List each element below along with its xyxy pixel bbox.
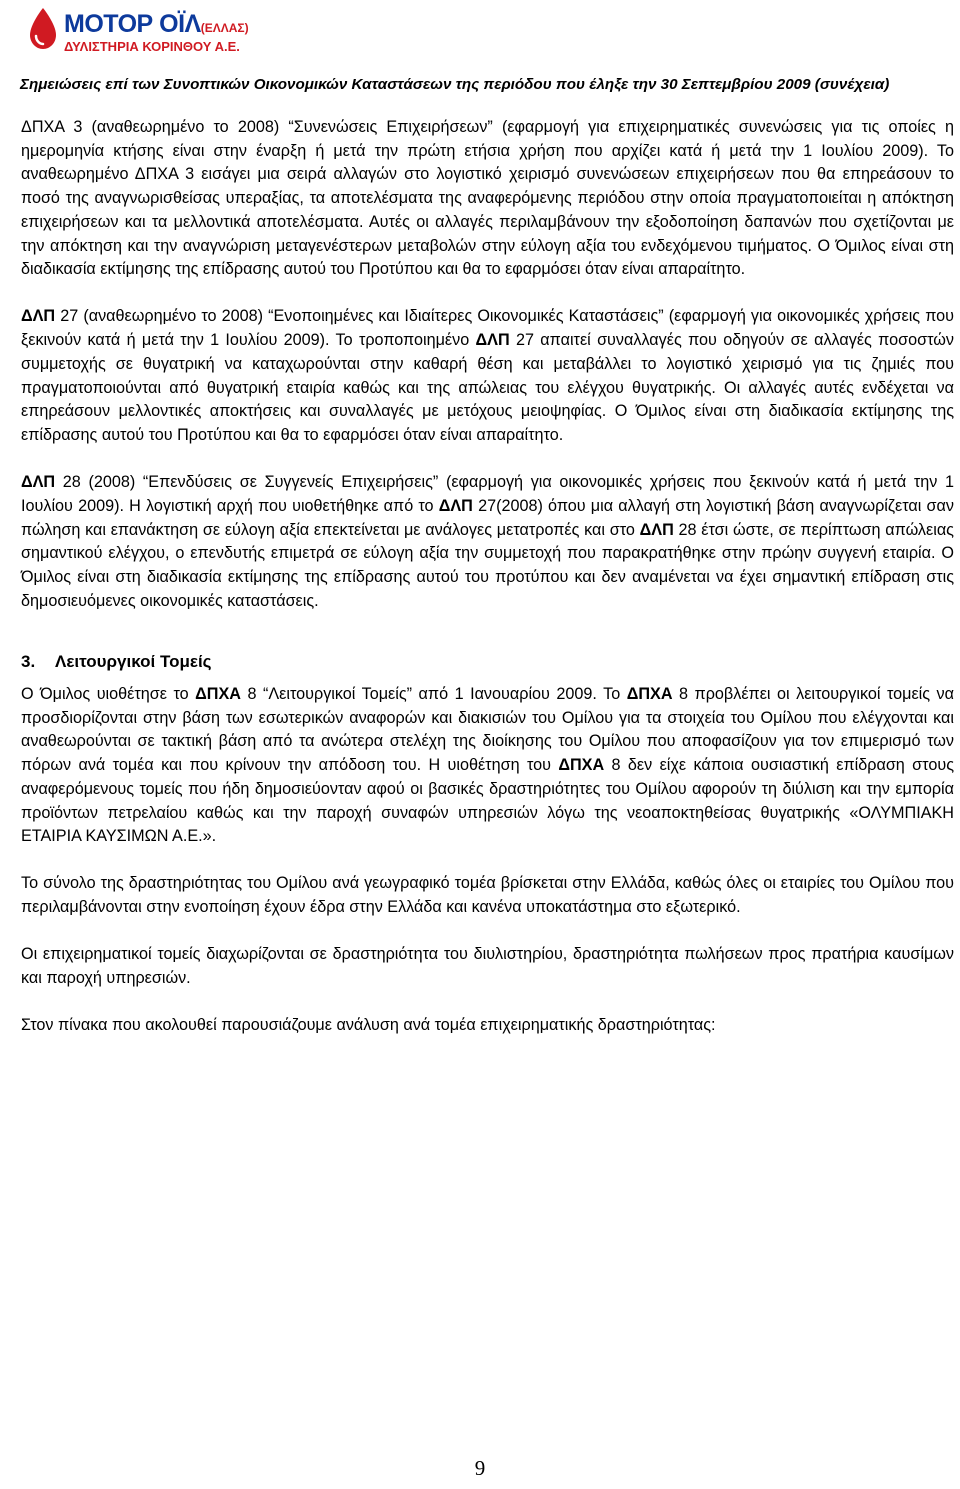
paragraph-dlp-27 xyxy=(21,305,954,447)
paragraph-table-intro xyxy=(21,1014,954,1038)
standard-code: ΔΛΠ xyxy=(475,331,510,350)
standard-code: ΔΛΠ xyxy=(21,307,56,326)
paragraph-text: 28 (2008) “Επενδύσεις σε Συγγενείς Επιχειρήσεις” (εφαρμογή για οικονομικές χρήσεις που ξεκινούν κατά ή μετά την 1 Ιουλίου 2009). Η λογιστική αρχή που υιοθετήθηκε από το xyxy=(21,473,954,515)
drop-logo-icon xyxy=(26,6,60,52)
paragraph-text: Το σύνολο της δραστηριότητας του Ομίλου ανά γεωγραφικό τομέα βρίσκεται στην Ελλάδα, καθώς όλες οι εταιρίες του Ομίλου που περιλαμβάνονται στην ενοποίηση έχουν έδρα στην Ελλάδα και κανένα υποκατάστημα στο εξωτερικό. xyxy=(21,874,954,917)
standard-code: ΔΛΠ xyxy=(438,496,473,515)
paragraph-text: Οι επιχειρηματικοί τομείς διαχωρίζονται σε δραστηριότητα του διυλιστηρίου, δραστηριότητα πωλήσεων προς πρατήρια καυσίμων και παροχή υπηρεσιών. xyxy=(21,945,954,988)
paragraph-dlp-28 xyxy=(21,471,954,613)
paragraph-text: 28 έτσι ώστε, σε περίπτωση απώλειας σημαντικού ελέγχου, ο επενδυτής επιμετρά σε εύλογη αξία την συμμετοχή που παρακρατήθηκε στην πρώην συγγενή εταιρία. Ο Όμιλος είναι στη διαδικασία εκτίμησης της επίδρασης αυτού του προτύπου και δεν αναμένεται να έχει σημαντική επίδραση στις δημοσιευόμενες οικονομικές καταστάσεις. xyxy=(21,520,954,610)
section-heading xyxy=(21,650,954,674)
paragraph-text: 8 δεν είχε κάποια ουσιαστική επίδραση στους αναφερόμενους τομείς που ήδη δημοσιεύονταν αφού οι βασικές δραστηριότητες του Ομίλου αφορούν τη διύλιση και την εμπορία προϊόντων πετρελαίου καθώς και την παροχή συναφών υπηρεσιών λόγω της νεοαποκτηθείσας θυγατρικής «ΟΛΥΜΠΙΑΚΗ ΕΤΑΙΡΙΑ ΚΑΥΣΙΜΩΝ Α.Ε.». xyxy=(21,756,954,846)
document-body xyxy=(21,116,954,1038)
standard-code: ΔΛΠ xyxy=(21,473,56,492)
paragraph-geographic xyxy=(21,872,954,919)
standard-code: ΔΠΧΑ xyxy=(558,756,605,775)
logo-brand-name: ΜΟΤΟΡ ΟΪΛ xyxy=(64,10,201,38)
standard-code: ΔΛΠ xyxy=(639,520,674,539)
paragraph-text: Ο Όμιλος υιοθέτησε το xyxy=(21,685,196,704)
company-logo xyxy=(26,6,286,58)
standard-code: ΔΠΧΑ xyxy=(626,685,673,704)
paragraph-text: 27 απαιτεί συναλλαγές που οδηγούν σε αλλαγές ποσοστών συμμετοχής σε θυγατρική να καταχωρούνται στην καθαρή θέση και μεταβάλλει το λογιστικό χειρισμό για τις ζημιές που πραγματοποιούνται από θυγατρική εταιρία καθώς και της απώλειας του ελέγχου θυγατρικής. Οι αλλαγές αυτές ενδέχεται να επηρεάσουν μελλοντικές αποκτήσεις και συναλλαγές με μετόχους μειοψηφίας. Ο Όμιλος είναι στη διαδικασία εκτίμησης της επίδρασης αυτού του Προτύπου και θα το εφαρμόσει όταν είναι απαραίτητο. xyxy=(21,331,954,444)
paragraph-text: 27(2008) όπου μια αλλαγή στη λογιστική βάση αναγνωρίζεται σαν πώληση και επανάκτηση σε εύλογη αξία επεκτείνεται με ανάλογες μετατροπές και στο xyxy=(21,496,954,539)
page-number: 9 xyxy=(474,1456,486,1480)
paragraph-text: 27 (αναθεωρημένο το 2008) “Ενοποιημένες και Ιδιαίτερες Οικονομικές Καταστάσεις” (εφαρμογή για οικονομικές χρήσεις που ξεκινούν κατά ή μετά την 1 Ιουλίου 2009). Το τροποποιημένο xyxy=(21,307,954,350)
logo-subtitle: ΔΥΛΙΣΤΗΡΙΑ ΚΟΡΙΝΘΟΥ Α.Ε. xyxy=(64,39,240,54)
paragraph-segments xyxy=(21,683,954,849)
logo-brand-suffix: (ΕΛΛΑΣ) xyxy=(200,21,249,35)
paragraph-dpxa-3 xyxy=(21,116,954,282)
standard-code: ΔΠΧΑ xyxy=(195,685,241,704)
running-header: Σημειώσεις επί των Συνοπτικών Οικονομικών Καταστάσεων της περιόδου που έληξε την 30 Σεπτεμβρίου 2009 (συνέχεια) xyxy=(20,76,890,93)
section-number: 3. xyxy=(21,652,36,672)
paragraph-text: ΔΠΧΑ 3 (αναθεωρημένο το 2008) “Συνενώσεις Επιχειρήσεων” (εφαρμογή για επιχειρηματικές συνενώσεις για τις οποίες η ημερομηνία κτήσης είναι στην έναρξη ή μετά την πρώτη ετήσια χρήση που αρχίζει κατά ή μετά την 1 Ιουλίου 2009). Το αναθεωρημένο ΔΠΧΑ 3 εισάγει μια σειρά αλλαγών στο λογιστικό χειρισμό συνενώσεων επιχειρήσεων που θα επηρεάσουν το ποσό της αναγνωρισθείσας υπεραξίας, τα αποτελέσματα της αναφερόμενης περιόδου στην οποία πραγματοποιείται η απόκτηση επιχειρήσεων και τα μελλοντικά αποτελέσματα. Αυτές οι αλλαγές περιλαμβάνουν την εξοδοποίηση δαπανών που σχετίζονται με την απόκτηση και την αναγνώριση μεταγενέστερων μεταβολών στην εύλογη αξία του ενδεχόμενου τιμήματος. Ο Όμιλος είναι στη διαδικασία εκτίμησης της επίδρασης αυτού του Προτύπου και θα το εφαρμόσει όταν είναι απαραίτητο. xyxy=(21,118,954,279)
paragraph-text: Στον πίνακα που ακολουθεί παρουσιάζουμε ανάλυση ανά τομέα επιχειρηματικής δραστηριότητας: xyxy=(21,1016,716,1035)
section-title: Λειτουργικοί Τομείς xyxy=(55,652,212,672)
logo-brand xyxy=(64,10,249,39)
paragraph-text: 8 “Λειτουργικοί Τομείς” από 1 Ιανουαρίου 2009. Το xyxy=(240,685,627,704)
paragraph-text: 8 προβλέπει οι λειτουργικοί τομείς να προσδιορίζονται στην βάση των εσωτερικών αναφορών και διακισιών του Ομίλου για τα στοιχεία του Ομίλου που ελέγχονται και αναθεωρούνται σε τακτική βάση από τα ανώτερα στελέχη της διοίκησης του Ομίλου που αποφασίζουν για τον επιμερισμό των πόρων ανά τομέα και που κρίνουν την απόδοση του. Η υιοθέτηση του xyxy=(21,685,955,775)
paragraph-business-segments xyxy=(21,943,954,990)
